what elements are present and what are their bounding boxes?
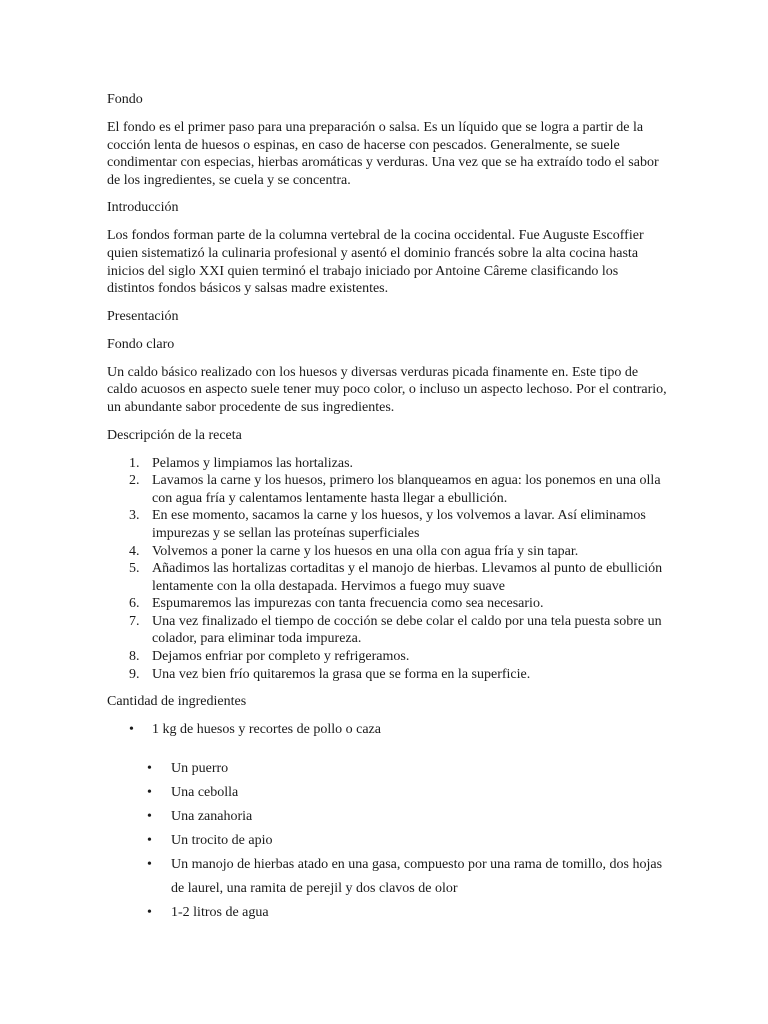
receta-heading: Descripción de la receta — [107, 427, 242, 443]
step-text: Dejamos enfriar por completo y refrigeramos. — [152, 649, 410, 665]
step-number: 1. — [129, 455, 140, 471]
ingredient-text: Un puerro — [171, 761, 229, 777]
ingredient-text: 1-2 litros de agua — [171, 905, 269, 921]
bullet-icon: • — [147, 785, 152, 801]
recipe-step — [107, 666, 667, 684]
ingredient-item — [107, 901, 667, 925]
ingredient-item — [107, 805, 667, 829]
step-text: Una vez bien frío quitaremos la grasa que se forma en la superficie. — [152, 666, 531, 682]
bullet-icon: • — [129, 722, 134, 738]
ingredientes-heading: Cantidad de ingredientes — [107, 694, 247, 710]
ingredient-item — [107, 781, 667, 805]
ingredient-text: Un trocito de apio — [171, 833, 273, 849]
recipe-step — [107, 543, 667, 561]
ingredient-text: Una zanahoria — [171, 809, 253, 825]
step-number: 4. — [129, 543, 140, 559]
step-text: Lavamos la carne y los huesos, primero los blanqueamos en agua: los ponemos en una olla con agua fría y calentamos lentamente hasta llegar a ebullición. — [152, 473, 661, 506]
recipe-step — [107, 455, 667, 473]
presentacion-heading: Presentación — [107, 308, 179, 324]
fondo-claro-heading: Fondo claro — [107, 336, 175, 352]
step-text: Una vez finalizado el tiempo de cocción se debe colar el caldo por una tela puesta sobre un colador, para eliminar toda impureza. — [152, 613, 662, 647]
step-number: 6. — [129, 596, 140, 612]
step-text: Añadimos las hortalizas cortaditas y el manojo de hierbas. Llevamos al punto de ebullición lentamente con la olla destapada. Hervimos a fuego muy suave — [152, 561, 663, 594]
introduccion-heading: Introducción — [107, 200, 179, 216]
ingredient-text: Un manojo de hierbas atado en una gasa, compuesto por una rama de tomillo, dos hojas de laurel, una ramita de perejil y dos clavos de olor — [171, 857, 663, 897]
step-number: 7. — [129, 613, 140, 629]
step-text: Pelamos y limpiamos las hortalizas. — [152, 455, 354, 471]
intro-paragraph: El fondo es el primer paso para una preparación o salsa. Es un líquido que se logra a partir de la cocción lenta de huesos o espinas, en caso de hacerse con pescados. Generalmente, se suele condimentar con especias, hierbas aromáticas y verduras. Una vez que se ha extraído todo el sabor de los ingredientes, se cuela y se concentra. — [107, 120, 659, 188]
step-number: 9. — [129, 666, 140, 682]
main-ingredient-item — [107, 721, 667, 739]
step-text: Volvemos a poner la carne y los huesos en una olla con agua fría y sin tapar. — [152, 543, 579, 559]
ingredient-text: 1 kg de huesos y recortes de pollo o caza — [152, 722, 381, 738]
step-number: 2. — [129, 473, 140, 489]
recipe-step — [107, 472, 667, 507]
presentacion-paragraph: Un caldo básico realizado con los huesos y diversas verduras picada finamente en. Este tipo de caldo acuosos en aspecto suele tener muy poco color, o incluso un aspecto lechoso. Por el contrario, un abundante sabor procedente de sus ingredientes. — [107, 364, 667, 415]
bullet-icon: • — [147, 833, 152, 849]
introduccion-paragraph: Los fondos forman parte de la columna vertebral de la cocina occidental. Fue Auguste Escoffier quien sistematizó la culinaria profesional y asentó el dominio francés sobre la alta cocina hasta inicios del siglo XXI quien terminó el trabajo iniciado por Antoine Câreme clasificando los distintos fondos básicos y salsas madre existentes. — [107, 228, 644, 297]
recipe-step — [107, 507, 667, 542]
ingredient-item — [107, 853, 667, 901]
step-number: 8. — [129, 649, 140, 665]
ingredient-text: Una cebolla — [171, 785, 239, 801]
step-number: 5. — [129, 561, 140, 577]
ingredient-item — [107, 829, 667, 853]
ingredient-list — [107, 757, 667, 925]
document-page — [107, 91, 667, 925]
recipe-step — [107, 648, 667, 666]
recipe-step — [107, 595, 667, 613]
step-text: Espumaremos las impurezas con tanta frecuencia como sea necesario. — [152, 596, 544, 612]
bullet-icon: • — [147, 761, 152, 777]
bullet-icon: • — [147, 809, 152, 825]
step-number: 3. — [129, 508, 140, 524]
bullet-icon: • — [147, 905, 152, 921]
ingredient-item — [107, 757, 667, 781]
bullet-icon: • — [147, 857, 152, 873]
document-title: Fondo — [107, 92, 143, 107]
recipe-steps-list — [107, 455, 667, 684]
recipe-step — [107, 560, 667, 595]
recipe-step — [107, 613, 667, 648]
step-text: En ese momento, sacamos la carne y los huesos, y los volvemos a lavar. Así eliminamos impurezas y se sellan las proteínas superficiales — [152, 508, 646, 541]
